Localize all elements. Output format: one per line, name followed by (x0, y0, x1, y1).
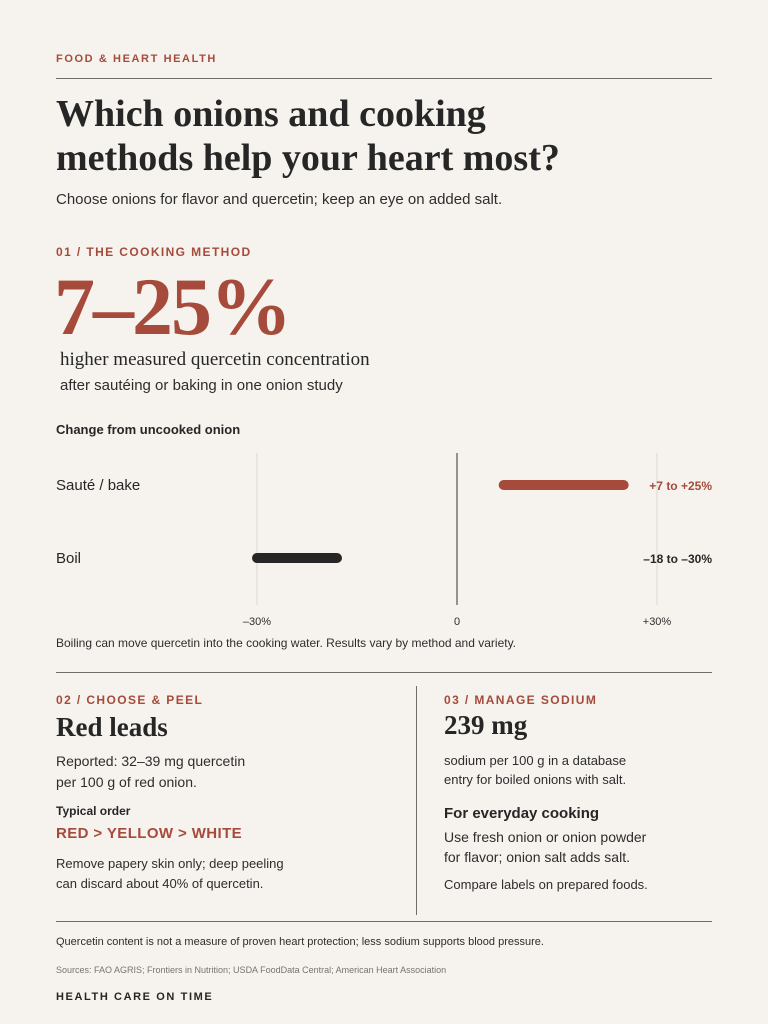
sodium-description (444, 751, 694, 789)
everyday-cooking-label: For everyday cooking (444, 805, 600, 822)
disclaimer: Quercetin content is not a measure of proven heart protection; less sodium supports blood pressure. (56, 936, 544, 948)
subtitle: Choose onions for flavor and quercetin; keep an eye on added salt. (56, 191, 503, 208)
column-divider (416, 686, 417, 915)
peel-line-2: can discard about 40% of quercetin. (56, 876, 264, 891)
top-divider (56, 78, 712, 79)
sodium-line-1: sodium per 100 g in a database (444, 753, 627, 768)
page-title (56, 92, 712, 180)
fresh-line-1: Use fresh onion or onion powder (444, 829, 647, 845)
big-stat: 7–25% (54, 261, 290, 352)
sources: Sources: FAO AGRIS; Frontiers in Nutrition; USDA FoodData Central; American Heart Association (56, 965, 447, 975)
stat-caption-main: higher measured quercetin concentration (60, 349, 370, 370)
chart-title: Change from uncooked onion (56, 422, 241, 437)
reported-quercetin (56, 751, 316, 793)
compare-labels-tip: Compare labels on prepared foods. (444, 877, 648, 892)
value-label: +7 to +25% (649, 479, 712, 493)
x-tick-label: +30% (642, 616, 672, 628)
sodium-line-2: entry for boiled onions with salt. (444, 772, 627, 787)
infographic (56, 0, 712, 1024)
bottom-divider (56, 921, 712, 922)
kicker: FOOD & HEART HEALTH (56, 53, 217, 65)
value-label: –18 to –30% (643, 552, 712, 566)
stat-caption-sub: after sautéing or baking in one onion study (60, 377, 343, 394)
section-1-label: 01 / THE COOKING METHOD (56, 245, 252, 259)
peel-tip (56, 854, 316, 894)
title-line-1: Which onions and cooking (56, 93, 486, 135)
reported-line-2: per 100 g of red onion. (56, 774, 197, 790)
fresh-onion-tip (444, 827, 694, 867)
range-chart (56, 450, 712, 635)
middle-divider (56, 672, 712, 673)
chart-svg (56, 450, 712, 635)
fresh-line-2: for flavor; onion salt adds salt. (444, 849, 630, 865)
section-2-heading: Red leads (56, 712, 168, 742)
chart-note: Boiling can move quercetin into the cooking water. Results vary by method and variety. (56, 636, 517, 650)
x-tick-label: –30% (242, 616, 272, 628)
onion-order: RED > YELLOW > WHITE (56, 825, 243, 842)
section-3-label: 03 / MANAGE SODIUM (444, 693, 598, 707)
category-label: Sauté / bake (56, 477, 141, 494)
brand-name: HEALTH CARE ON TIME (56, 991, 214, 1003)
category-label: Boil (56, 550, 82, 567)
section-2-label: 02 / CHOOSE & PEEL (56, 693, 204, 707)
peel-line-1: Remove papery skin only; deep peeling (56, 856, 284, 871)
sodium-stat: 239 mg (444, 710, 528, 740)
x-tick-label: 0 (453, 616, 461, 628)
reported-line-1: Reported: 32–39 mg quercetin (56, 753, 246, 769)
typical-order-label: Typical order (56, 804, 131, 818)
title-line-2: methods help your heart most? (56, 137, 560, 179)
